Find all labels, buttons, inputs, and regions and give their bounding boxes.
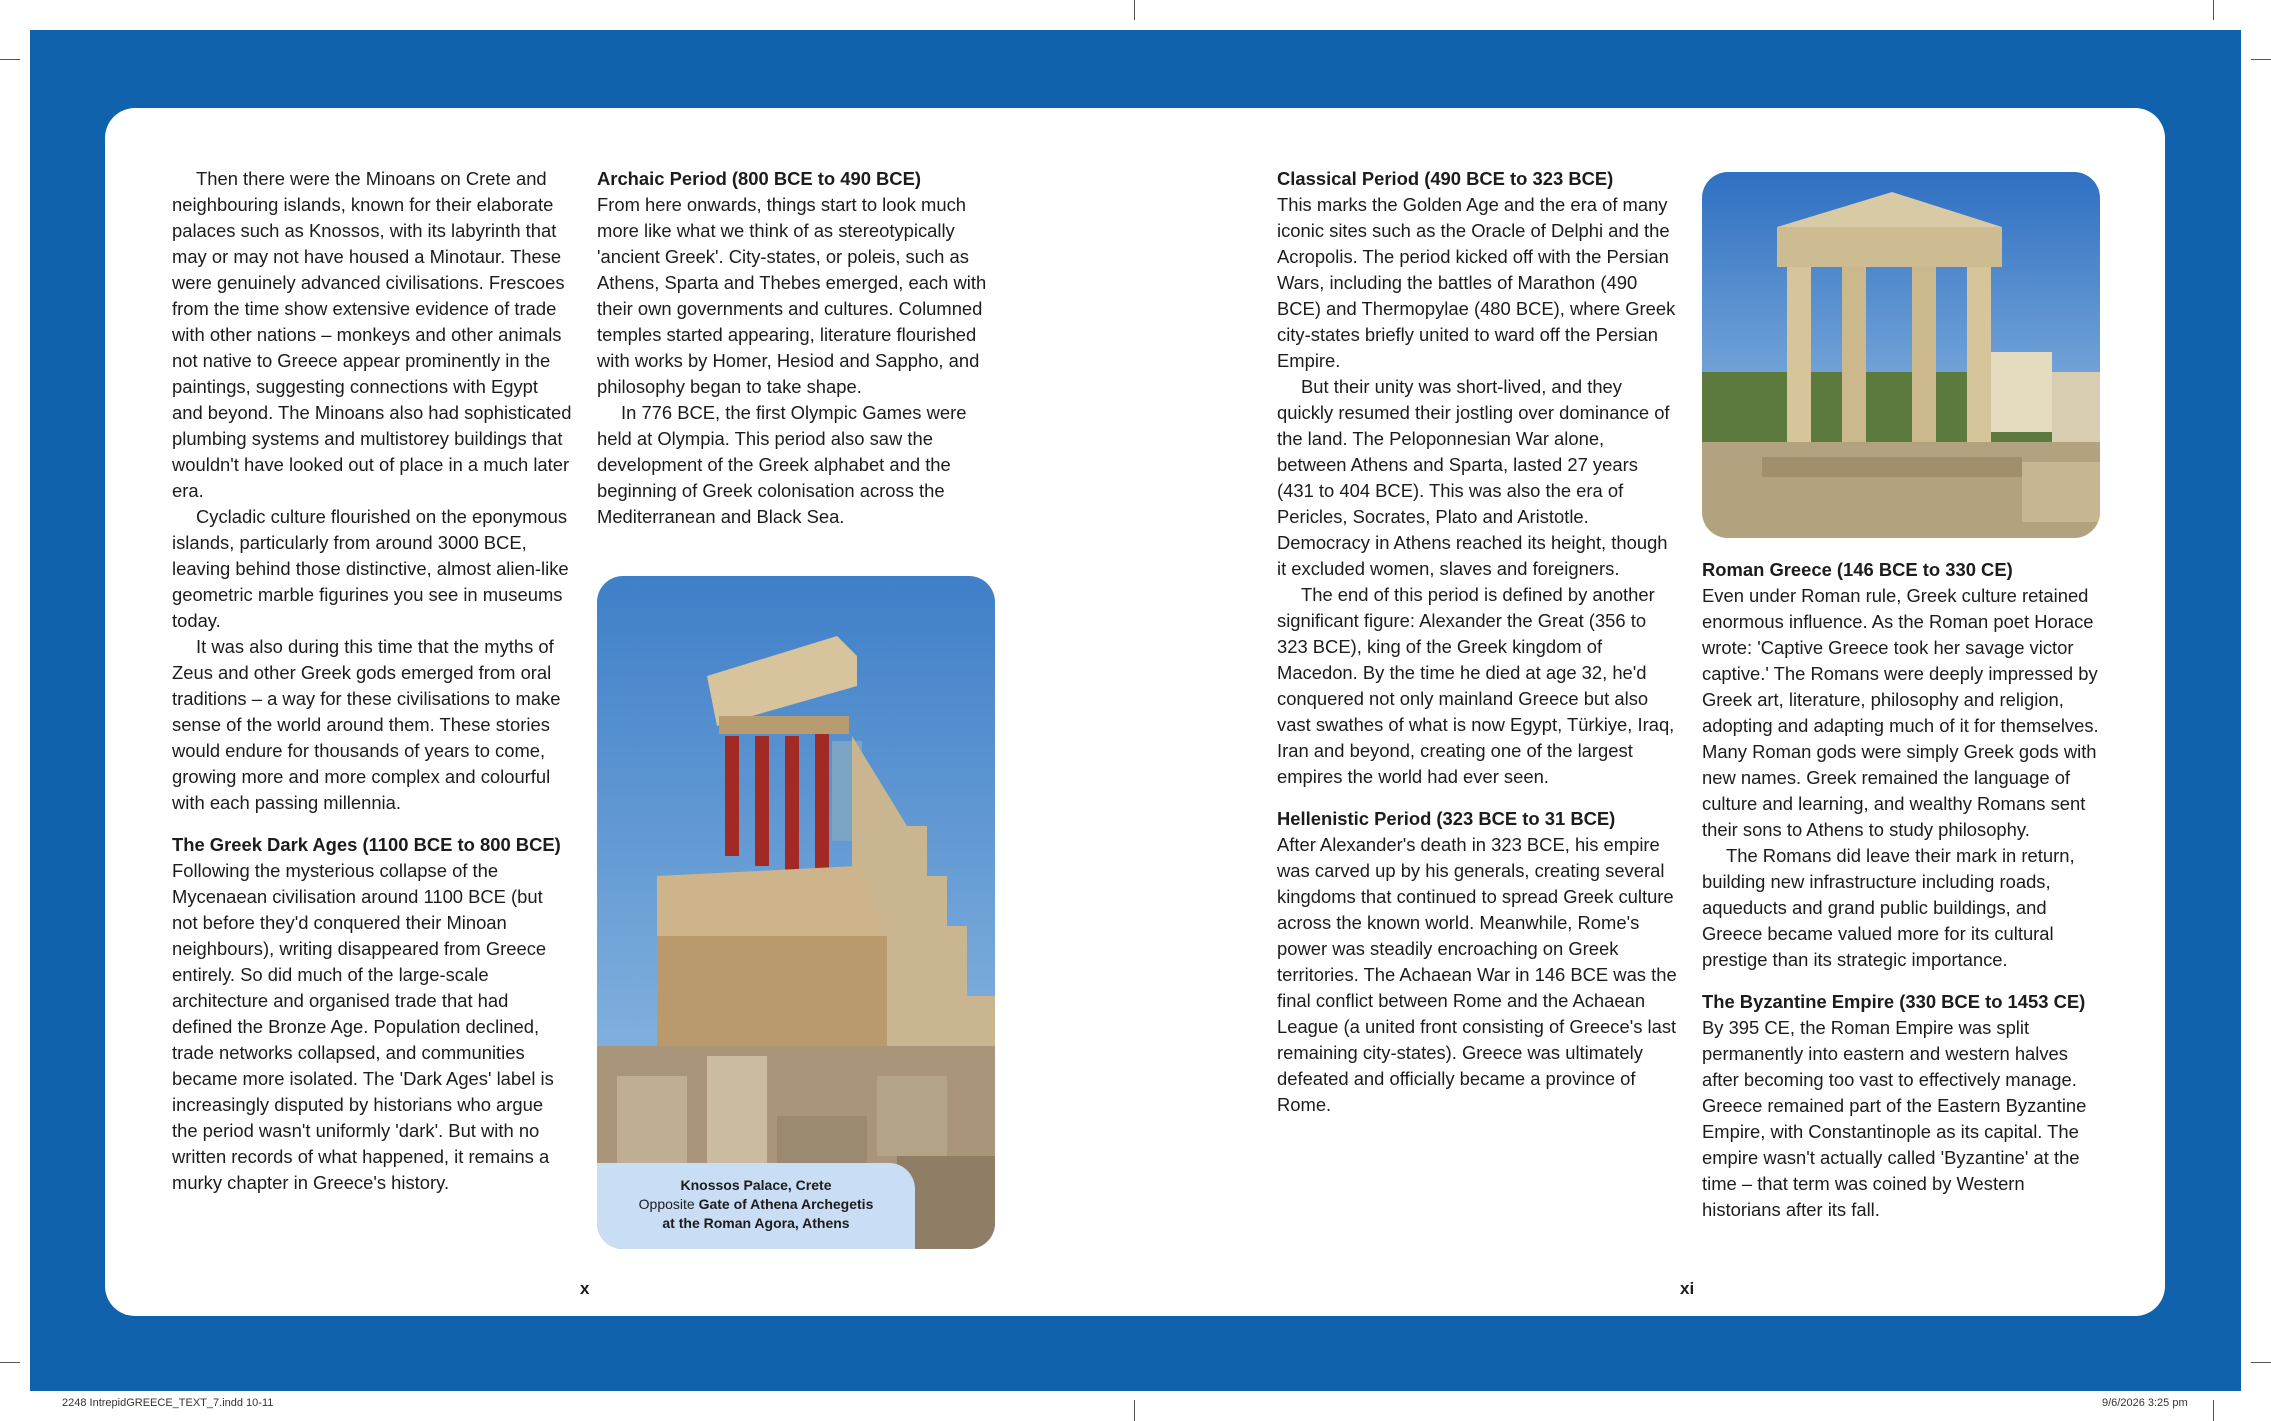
body-paragraph: The Romans did leave their mark in return, building new infrastructure including roads, aqueducts and grand public buildings, and Greece became valued more for its cultural prestige than its strategic importance. xyxy=(1702,845,2075,970)
photo-caption xyxy=(597,1163,915,1249)
knossos-palace-photo xyxy=(597,576,995,1249)
body-paragraph: By 395 CE, the Roman Empire was split permanently into eastern and western halves after becoming too vast to effectively manage. Greece remained part of the Eastern Byzantine Empire, with Constantinople as its capital. The empire wasn't actually called 'Byzantine' at the time – that term was coined by Western historians after its fall. xyxy=(1702,1017,2087,1220)
section-heading: The Greek Dark Ages (1100 BCE to 800 BCE) xyxy=(172,834,561,855)
crop-mark xyxy=(0,59,20,60)
body-paragraph: This marks the Golden Age and the era of many iconic sites such as the Oracle of Delphi and the Acropolis. The period kicked off with the Persian Wars, including the battles of Marathon (490 BCE) and Thermopylae (480 BCE), where Greek city-states briefly united to ward off the Persian Empire. xyxy=(1277,194,1676,371)
knossos-illustration xyxy=(597,576,995,1249)
section-heading: Classical Period (490 BCE to 323 BCE) xyxy=(1277,168,1614,189)
text-column-2 xyxy=(597,166,997,530)
text-column-3 xyxy=(1277,166,1677,1118)
page-number-left: x xyxy=(580,1279,590,1298)
crop-mark xyxy=(2251,59,2271,60)
slug-file-info: 2248 IntrepidGREECE_TEXT_7.indd 10-11 xyxy=(62,1397,274,1409)
crop-mark xyxy=(2251,1362,2271,1363)
crop-mark xyxy=(2213,0,2214,20)
caption-opposite-line2: at the Roman Agora, Athens xyxy=(662,1215,850,1231)
crop-mark xyxy=(0,1362,20,1363)
caption-opposite-line1: Gate of Athena Archegetis xyxy=(698,1196,874,1212)
body-paragraph: From here onwards, things start to look much more like what we think of as stereotypically 'ancient Greek'. City-states, or poleis, such as Athens, Sparta and Thebes emerged, each with their own governments and cultures. Columned temples started appearing, literature flourished with works by Homer, Hesiod and Sappho, and philosophy began to take shape. xyxy=(597,194,987,397)
body-paragraph: In 776 BCE, the first Olympic Games were held at Olympia. This period also saw the development of the Greek alphabet and the beginning of Greek colonisation across the Mediterranean and Black Sea. xyxy=(597,402,967,527)
text-column-4 xyxy=(1702,557,2102,1223)
crop-mark xyxy=(2213,1400,2214,1421)
body-paragraph: Following the mysterious collapse of the Mycenaean civilisation around 1100 BCE (but not before they'd conquered their Minoan neighbours), writing disappeared from Greece entirely. So did much of the large-scale architecture and organised trade that had defined the Bronze Age. Population declined, trade networks collapsed, and communities became more isolated. The 'Dark Ages' label is increasingly disputed by historians who argue the period wasn't uniformly 'dark'. But with no written records of what happened, it remains a murky chapter in Greece's history. xyxy=(172,860,554,1193)
caption-title: Knossos Palace, Crete xyxy=(680,1177,832,1193)
slug-timestamp: 9/6/2026 3:25 pm xyxy=(2102,1397,2188,1409)
text-column-1 xyxy=(172,166,572,1196)
crop-mark xyxy=(1134,0,1135,20)
body-paragraph: Even under Roman rule, Greek culture retained enormous influence. As the Roman poet Horace wrote: 'Captive Greece took her savage victor captive.' The Romans were deeply impressed by Greek art, literature, philosophy and religion, adopting and adapting much of it for themselves. Many Roman gods were simply Greek gods with new names. Greek remained the language of culture and learning, and wealthy Romans sent their sons to Athens to study philosophy. xyxy=(1702,585,2099,840)
body-paragraph: But their unity was short-lived, and they quickly resumed their jostling over dominance of the land. The Peloponnesian War alone, between Athens and Sparta, lasted 27 years (431 to 404 BCE). This was also the era of Pericles, Socrates, Plato and Aristotle. Democracy in Athens reached its height, though it excluded women, slaves and foreigners. xyxy=(1277,376,1670,579)
gate-illustration xyxy=(1702,172,2100,538)
page-number-right: xi xyxy=(1680,1279,1695,1298)
crop-mark xyxy=(1134,1400,1135,1421)
caption-opposite-label: Opposite xyxy=(638,1196,695,1212)
section-heading: Archaic Period (800 BCE to 490 BCE) xyxy=(597,168,921,189)
gate-of-athena-photo xyxy=(1702,172,2100,538)
section-heading: The Byzantine Empire (330 BCE to 1453 CE) xyxy=(1702,991,2086,1012)
body-paragraph: After Alexander's death in 323 BCE, his empire was carved up by his generals, creating several kingdoms that continued to spread Greek culture across the known world. Meanwhile, Rome's power was steadily encroaching on Greek territories. The Achaean War in 146 BCE was the final conflict between Rome and the Achaean League (a united front consisting of Greece's last remaining city-states). Greece was ultimately defeated and officially became a province of Rome. xyxy=(1277,834,1677,1115)
body-paragraph: Then there were the Minoans on Crete and neighbouring islands, known for their elaborate palaces such as Knossos, with its labyrinth that may or may not have housed a Minotaur. These were genuinely advanced civilisations. Frescoes from the time show extensive evidence of trade with other nations – monkeys and other animals not native to Greece appear prominently in the paintings, suggesting connections with Egypt and beyond. The Minoans also had sophisticated plumbing systems and multistorey buildings that wouldn't have looked out of place in a much later era. xyxy=(172,168,572,501)
section-heading: Roman Greece (146 BCE to 330 CE) xyxy=(1702,559,2013,580)
body-paragraph: The end of this period is defined by another significant figure: Alexander the Great (356 to 323 BCE), king of the Greek kingdom of Macedon. By the time he died at age 32, he'd conquered not only mainland Greece but also vast swathes of what is now Egypt, Türkiye, Iraq, Iran and beyond, creating one of the largest empires the world had ever seen. xyxy=(1277,584,1675,787)
body-paragraph: It was also during this time that the myths of Zeus and other Greek gods emerged from oral traditions – a way for these civilisations to make sense of the world around them. These stories would endure for thousands of years to come, growing more and more complex and colourful with each passing millennia. xyxy=(172,636,561,813)
body-paragraph: Cycladic culture flourished on the eponymous islands, particularly from around 3000 BCE, leaving behind those distinctive, almost alien-like geometric marble figurines you see in museums today. xyxy=(172,506,569,631)
section-heading: Hellenistic Period (323 BCE to 31 BCE) xyxy=(1277,808,1616,829)
